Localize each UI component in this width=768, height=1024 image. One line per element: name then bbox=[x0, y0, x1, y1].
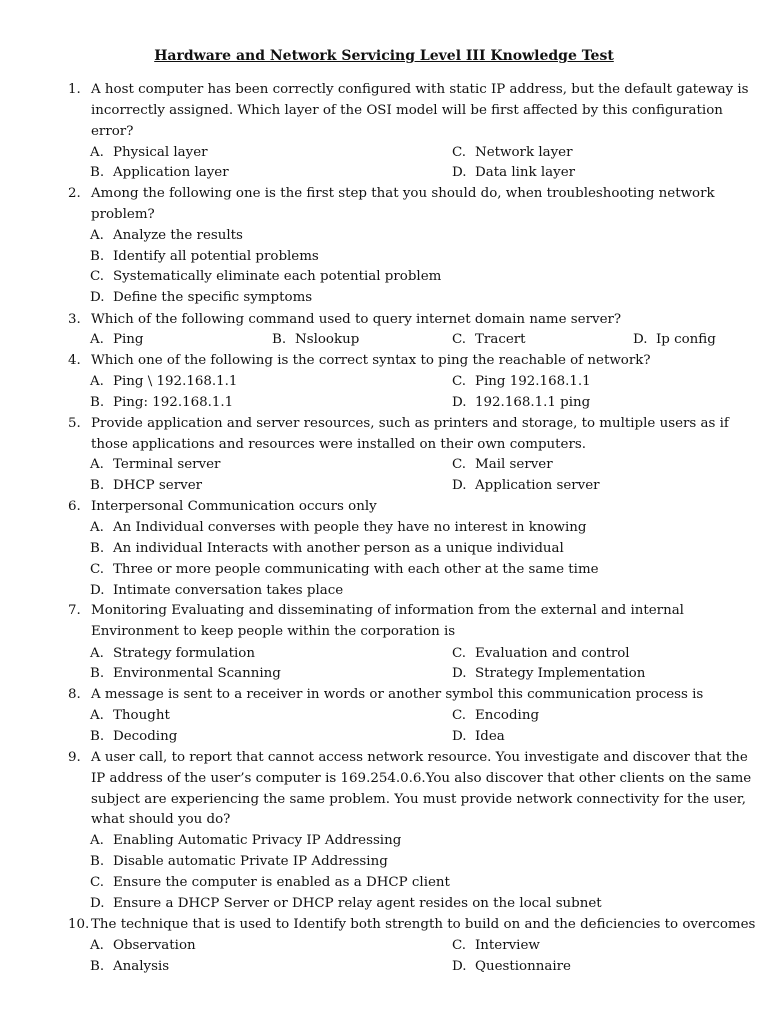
question-number: 5. bbox=[68, 416, 81, 431]
question-number: 3. bbox=[68, 312, 81, 327]
option-letter: D. bbox=[452, 395, 467, 410]
option-letter: B. bbox=[90, 729, 105, 744]
option-text: Analysis bbox=[113, 959, 170, 974]
question-text: Monitoring Evaluating and disseminating of information from the external and internal bbox=[91, 603, 684, 618]
question-number: 7. bbox=[68, 603, 81, 618]
option-letter: A. bbox=[90, 374, 104, 389]
option-text: Decoding bbox=[113, 729, 178, 744]
option-text: Strategy Implementation bbox=[475, 666, 646, 681]
option-text: Ping bbox=[113, 332, 144, 347]
option-text: Observation bbox=[113, 938, 196, 953]
page-title: Hardware and Network Servicing Level III Knowledge Test bbox=[154, 48, 614, 64]
option-text: Identify all potential problems bbox=[113, 249, 319, 264]
option-text: Intimate conversation takes place bbox=[113, 583, 344, 598]
option-letter: B. bbox=[90, 854, 105, 869]
option-text: Interview bbox=[475, 938, 540, 953]
question-text: Which one of the following is the correct syntax to ping the reachable of network? bbox=[91, 353, 651, 368]
option-text: Physical layer bbox=[113, 145, 208, 160]
option-letter: C. bbox=[90, 269, 105, 284]
option-letter: C. bbox=[452, 708, 467, 723]
question-number: 2. bbox=[68, 186, 81, 201]
option-text: Evaluation and control bbox=[475, 646, 630, 661]
option-text: Idea bbox=[475, 729, 505, 744]
option-letter: D. bbox=[90, 290, 105, 305]
option-letter: A. bbox=[90, 938, 104, 953]
option-letter: A. bbox=[90, 520, 104, 535]
question-text: what should you do? bbox=[91, 812, 231, 827]
option-text: Ensure the computer is enabled as a DHCP client bbox=[113, 875, 450, 890]
option-text: Network layer bbox=[475, 145, 573, 160]
option-letter: D. bbox=[452, 666, 467, 681]
option-text: Enabling Automatic Privacy IP Addressing bbox=[113, 833, 402, 848]
option-letter: B. bbox=[90, 165, 105, 180]
option-letter: C. bbox=[90, 562, 105, 577]
option-text: Mail server bbox=[475, 457, 553, 472]
option-letter: A. bbox=[90, 646, 104, 661]
option-letter: A. bbox=[90, 708, 104, 723]
option-letter: B. bbox=[90, 478, 105, 493]
option-text: An individual Interacts with another person as a unique individual bbox=[113, 541, 564, 556]
option-text: Tracert bbox=[475, 332, 526, 347]
option-text: Three or more people communicating with each other at the same time bbox=[113, 562, 599, 577]
question-text: Environment to keep people within the corporation is bbox=[91, 624, 456, 639]
option-letter: D. bbox=[452, 729, 467, 744]
question-number: 10. bbox=[68, 917, 90, 932]
option-text: Questionnaire bbox=[475, 959, 571, 974]
option-text: Strategy formulation bbox=[113, 646, 255, 661]
option-text: An Individual converses with people they have no interest in knowing bbox=[113, 520, 587, 535]
option-letter: A. bbox=[90, 457, 104, 472]
option-letter: C. bbox=[452, 332, 467, 347]
question-text: Among the following one is the first step that you should do, when troubleshooting network bbox=[91, 186, 715, 201]
question-text: A host computer has been correctly configured with static IP address, but the default gateway is bbox=[91, 82, 749, 97]
option-text: Application server bbox=[475, 478, 600, 493]
option-letter: B. bbox=[90, 666, 105, 681]
option-letter: C. bbox=[452, 374, 467, 389]
option-text: Ensure a DHCP Server or DHCP relay agent resides on the local subnet bbox=[113, 896, 602, 911]
option-letter: C. bbox=[90, 875, 105, 890]
question-text: The technique that is used to Identify both strength to build on and the deficiencies to overcomes bbox=[91, 917, 756, 932]
option-letter: A. bbox=[90, 228, 104, 243]
option-text: Ping: 192.168.1.1 bbox=[113, 395, 234, 410]
question-text: A user call, to report that cannot access network resource. You investigate and discover that the bbox=[91, 750, 748, 765]
option-letter: B. bbox=[90, 395, 105, 410]
option-letter: C. bbox=[452, 938, 467, 953]
option-text: 192.168.1.1 ping bbox=[475, 395, 591, 410]
question-text: incorrectly assigned. Which layer of the OSI model will be first affected by this configuration bbox=[91, 103, 723, 118]
option-letter: B. bbox=[90, 541, 105, 556]
question-text: A message is sent to a receiver in words or another symbol this communication process is bbox=[91, 687, 704, 702]
option-text: Terminal server bbox=[113, 457, 221, 472]
option-text: Application layer bbox=[113, 165, 229, 180]
question-number: 4. bbox=[68, 353, 81, 368]
option-letter: B. bbox=[90, 959, 105, 974]
option-letter: D. bbox=[452, 165, 467, 180]
question-text: IP address of the user’s computer is 169.254.0.6.You also discover that other clients on the same bbox=[91, 771, 752, 786]
question-text: those applications and resources were installed on their own computers. bbox=[91, 437, 586, 452]
option-text: Thought bbox=[113, 708, 170, 723]
question-number: 9. bbox=[68, 750, 81, 765]
option-letter: B. bbox=[90, 249, 105, 264]
question-number: 1. bbox=[68, 82, 81, 97]
option-text: Data link layer bbox=[475, 165, 576, 180]
question-number: 6. bbox=[68, 499, 81, 514]
option-letter: D. bbox=[452, 959, 467, 974]
question-text: error? bbox=[91, 124, 134, 139]
question-text: Provide application and server resources, such as printers and storage, to multiple users as if bbox=[91, 416, 729, 431]
option-letter: B. bbox=[272, 332, 287, 347]
option-text: Ip config bbox=[656, 332, 716, 347]
option-letter: D. bbox=[633, 332, 648, 347]
option-letter: D. bbox=[452, 478, 467, 493]
option-text: Disable automatic Private IP Addressing bbox=[113, 854, 388, 869]
question-text: Interpersonal Communication occurs only bbox=[91, 499, 377, 514]
option-text: Ping \ 192.168.1.1 bbox=[113, 374, 238, 389]
option-text: Systematically eliminate each potential problem bbox=[113, 269, 442, 284]
question-number: 8. bbox=[68, 687, 81, 702]
option-letter: A. bbox=[90, 145, 104, 160]
option-letter: D. bbox=[90, 896, 105, 911]
option-text: Encoding bbox=[475, 708, 540, 723]
option-letter: A. bbox=[90, 332, 104, 347]
option-text: DHCP server bbox=[113, 478, 203, 493]
option-letter: C. bbox=[452, 646, 467, 661]
option-text: Analyze the results bbox=[113, 228, 243, 243]
option-text: Nslookup bbox=[295, 332, 360, 347]
option-text: Environmental Scanning bbox=[113, 666, 281, 681]
option-letter: C. bbox=[452, 457, 467, 472]
question-text: subject are experiencing the same problem. You must provide network connectivity for the user, bbox=[91, 792, 746, 807]
option-text: Define the specific symptoms bbox=[113, 290, 313, 305]
option-letter: D. bbox=[90, 583, 105, 598]
option-text: Ping 192.168.1.1 bbox=[475, 374, 591, 389]
option-letter: A. bbox=[90, 833, 104, 848]
question-text: Which of the following command used to query internet domain name server? bbox=[91, 312, 622, 327]
option-letter: C. bbox=[452, 145, 467, 160]
question-text: problem? bbox=[91, 207, 155, 222]
